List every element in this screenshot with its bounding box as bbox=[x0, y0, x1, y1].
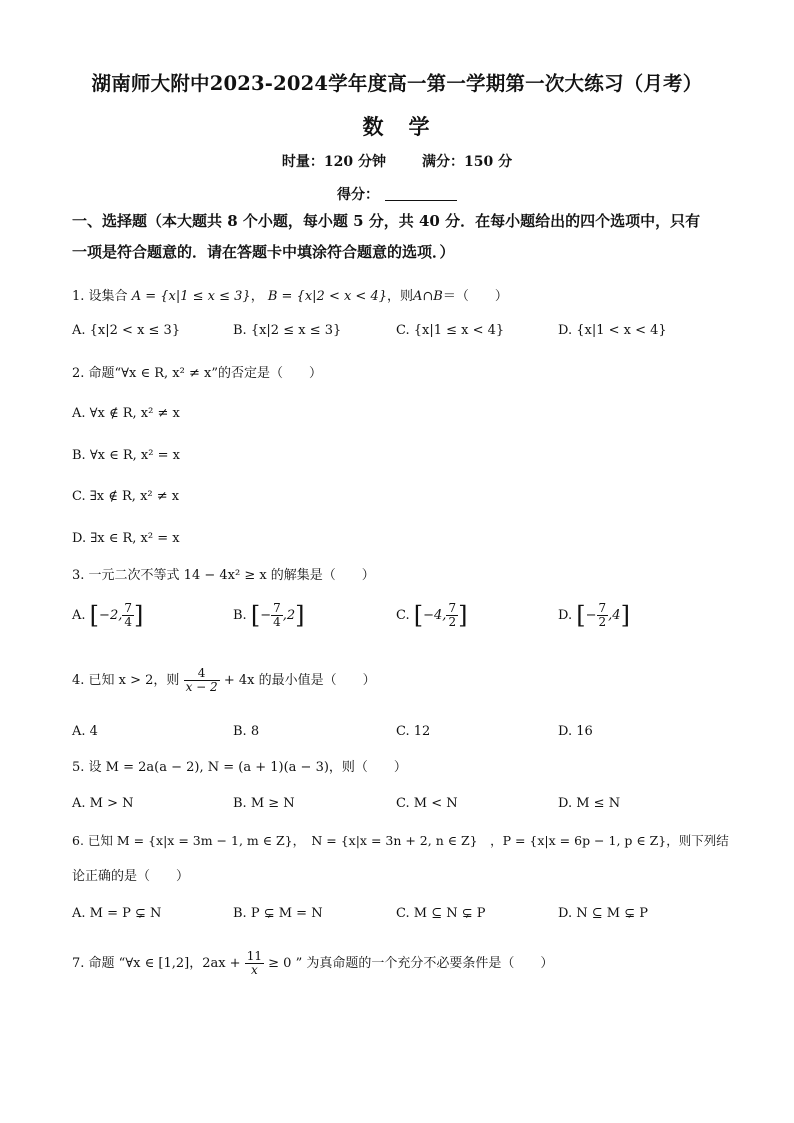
section1-line2: 一项是符合题意的．请在答题卡中填涂符合题意的选项．） bbox=[72, 243, 455, 261]
question-1 bbox=[72, 288, 508, 306]
q3-a-close-bracket: ] bbox=[133, 601, 144, 630]
q3-d-left: − bbox=[585, 608, 597, 623]
question-4 bbox=[72, 667, 376, 694]
q5-option-d: D. M ≤ N bbox=[558, 796, 621, 811]
q3-d-den: 2 bbox=[598, 615, 607, 629]
q2-option-a: A. ∀x ∉ R, x² ≠ x bbox=[72, 406, 180, 421]
exam-title: 湖南师大附中2023-2024学年度高一第一学期第一次大练习（月考） bbox=[91, 72, 703, 95]
q3-d-right: ,4 bbox=[608, 608, 621, 623]
q1-option-b: B. {x|2 ≤ x ≤ 3} bbox=[233, 323, 342, 338]
q2-option-c: C. ∃x ∉ R, x² ≠ x bbox=[72, 489, 180, 504]
q3-b-left: − bbox=[260, 608, 272, 623]
q4-option-d: D. 16 bbox=[558, 724, 593, 739]
q7-num: 11 bbox=[246, 949, 262, 963]
q3-a-left: −2, bbox=[99, 608, 123, 623]
q5-option-a: A. M > N bbox=[72, 796, 134, 811]
q3-option-c-label: C. bbox=[396, 608, 410, 623]
q1-option-c: C. {x|1 ≤ x < 4} bbox=[396, 323, 505, 338]
subject-title: 数 学 bbox=[362, 114, 432, 139]
q3-b-close-bracket: ] bbox=[295, 601, 305, 630]
q3-c-num: 7 bbox=[448, 601, 457, 615]
q1-set-b: B = {x|2 < x < 4} bbox=[267, 289, 387, 304]
q3-option-d-label: D. bbox=[558, 608, 573, 623]
q3-c-den: 2 bbox=[448, 615, 457, 629]
q3-option-a bbox=[72, 602, 143, 629]
q4-option-c: C. 12 bbox=[396, 724, 431, 739]
q6-option-b: B. P ⊊ M = N bbox=[233, 906, 323, 921]
q3-b-right: ,2 bbox=[282, 608, 296, 623]
q3-d-fraction bbox=[597, 602, 609, 629]
question-6-line2: 论正确的是（ ） bbox=[72, 869, 190, 884]
q5-option-c: C. M < N bbox=[396, 796, 458, 811]
q6-option-c: C. M ⊆ N ⊊ P bbox=[396, 906, 486, 921]
q1-option-a: A. {x|2 < x ≤ 3} bbox=[72, 323, 181, 338]
q3-d-num: 7 bbox=[598, 601, 607, 615]
question-7 bbox=[72, 950, 553, 977]
question-3: 3. 一元二次不等式 14 − 4x² ≥ x 的解集是（ ） bbox=[72, 568, 375, 583]
q3-a-den: 4 bbox=[124, 615, 132, 629]
q4-option-b: B. 8 bbox=[233, 724, 260, 739]
q6-option-d: D. N ⊆ M ⊊ P bbox=[558, 906, 648, 921]
q2-option-d: D. ∃x ∈ R, x² = x bbox=[72, 531, 180, 546]
q7-den: x bbox=[250, 963, 258, 977]
q3-option-b-label: B. bbox=[233, 608, 247, 623]
q1-prefix: 1. 设集合 bbox=[72, 289, 128, 304]
q1-option-d: D. {x|1 < x < 4} bbox=[558, 323, 667, 338]
q3-c-open-bracket: [ bbox=[413, 601, 424, 630]
q1-then: ，则 bbox=[387, 289, 414, 304]
q3-d-close-bracket: ] bbox=[620, 601, 630, 630]
score-field bbox=[0, 184, 794, 204]
q3-a-num: 7 bbox=[124, 601, 132, 615]
q4-fraction bbox=[184, 667, 220, 694]
q1-sep: ， bbox=[250, 289, 264, 304]
q3-option-b bbox=[233, 602, 305, 629]
q3-b-den: 4 bbox=[273, 615, 281, 629]
q3-b-fraction bbox=[271, 602, 283, 629]
question-5: 5. 设 M = 2a(a − 2), N = (a + 1)(a − 3)，则（ ） bbox=[72, 760, 407, 775]
q3-b-num: 7 bbox=[273, 601, 281, 615]
q3-option-a-label: A. bbox=[72, 608, 86, 623]
q4-den: x − 2 bbox=[185, 680, 218, 694]
q1-set-a: A = {x|1 ≤ x ≤ 3} bbox=[131, 289, 251, 304]
q3-option-c bbox=[396, 602, 467, 629]
q7-fraction bbox=[245, 950, 264, 977]
section1-line1: 一、选择题（本大题共 8 个小题，每小题 5 分，共 40 分．在每小题给出的四个选项中，只有 bbox=[72, 212, 701, 230]
q3-b-open-bracket: [ bbox=[250, 601, 261, 630]
exam-meta bbox=[0, 151, 794, 171]
q6-option-a: A. M = P ⊊ N bbox=[72, 906, 162, 921]
q3-c-fraction bbox=[446, 602, 458, 629]
score-blank bbox=[385, 186, 457, 201]
q5-option-b: B. M ≥ N bbox=[233, 796, 295, 811]
full-score: 满分：150 分 bbox=[422, 154, 513, 170]
q2-option-b: B. ∀x ∈ R, x² = x bbox=[72, 448, 180, 463]
score-label: 得分： bbox=[337, 187, 379, 203]
q3-c-close-bracket: ] bbox=[458, 601, 468, 630]
time-limit: 时量：120 分钟 bbox=[281, 154, 386, 170]
q4-suffix: + 4x 的最小值是（ ） bbox=[223, 673, 376, 688]
q3-a-open-bracket: [ bbox=[89, 601, 100, 630]
q1-expr: A∩B bbox=[413, 289, 443, 304]
q7-prefix: 7. 命题 “∀x ∈ [1,2]，2ax + bbox=[72, 956, 241, 971]
q3-c-left: −4, bbox=[423, 608, 447, 623]
q4-num: 4 bbox=[184, 667, 220, 681]
q3-option-d bbox=[558, 602, 630, 629]
q3-d-open-bracket: [ bbox=[576, 601, 586, 630]
q7-suffix: ≥ 0 ” 为真命题的一个充分不必要条件是（ ） bbox=[268, 956, 554, 971]
q4-option-a: A. 4 bbox=[72, 724, 98, 739]
question-2: 2. 命题“∀x ∈ R, x² ≠ x”的否定是（ ） bbox=[72, 366, 322, 381]
q1-paren: ＝（ ） bbox=[442, 289, 508, 304]
q4-prefix: 4. 已知 x > 2，则 bbox=[72, 673, 180, 688]
q3-a-fraction bbox=[122, 602, 134, 629]
question-6-line1: 6. 已知 M = {x|x = 3m − 1, m ∈ Z}， N = {x|x = 3n + 2, n ∈ Z} ，P = {x|x = 6p − 1, p ∈ Z}，则下列结 bbox=[72, 833, 729, 848]
